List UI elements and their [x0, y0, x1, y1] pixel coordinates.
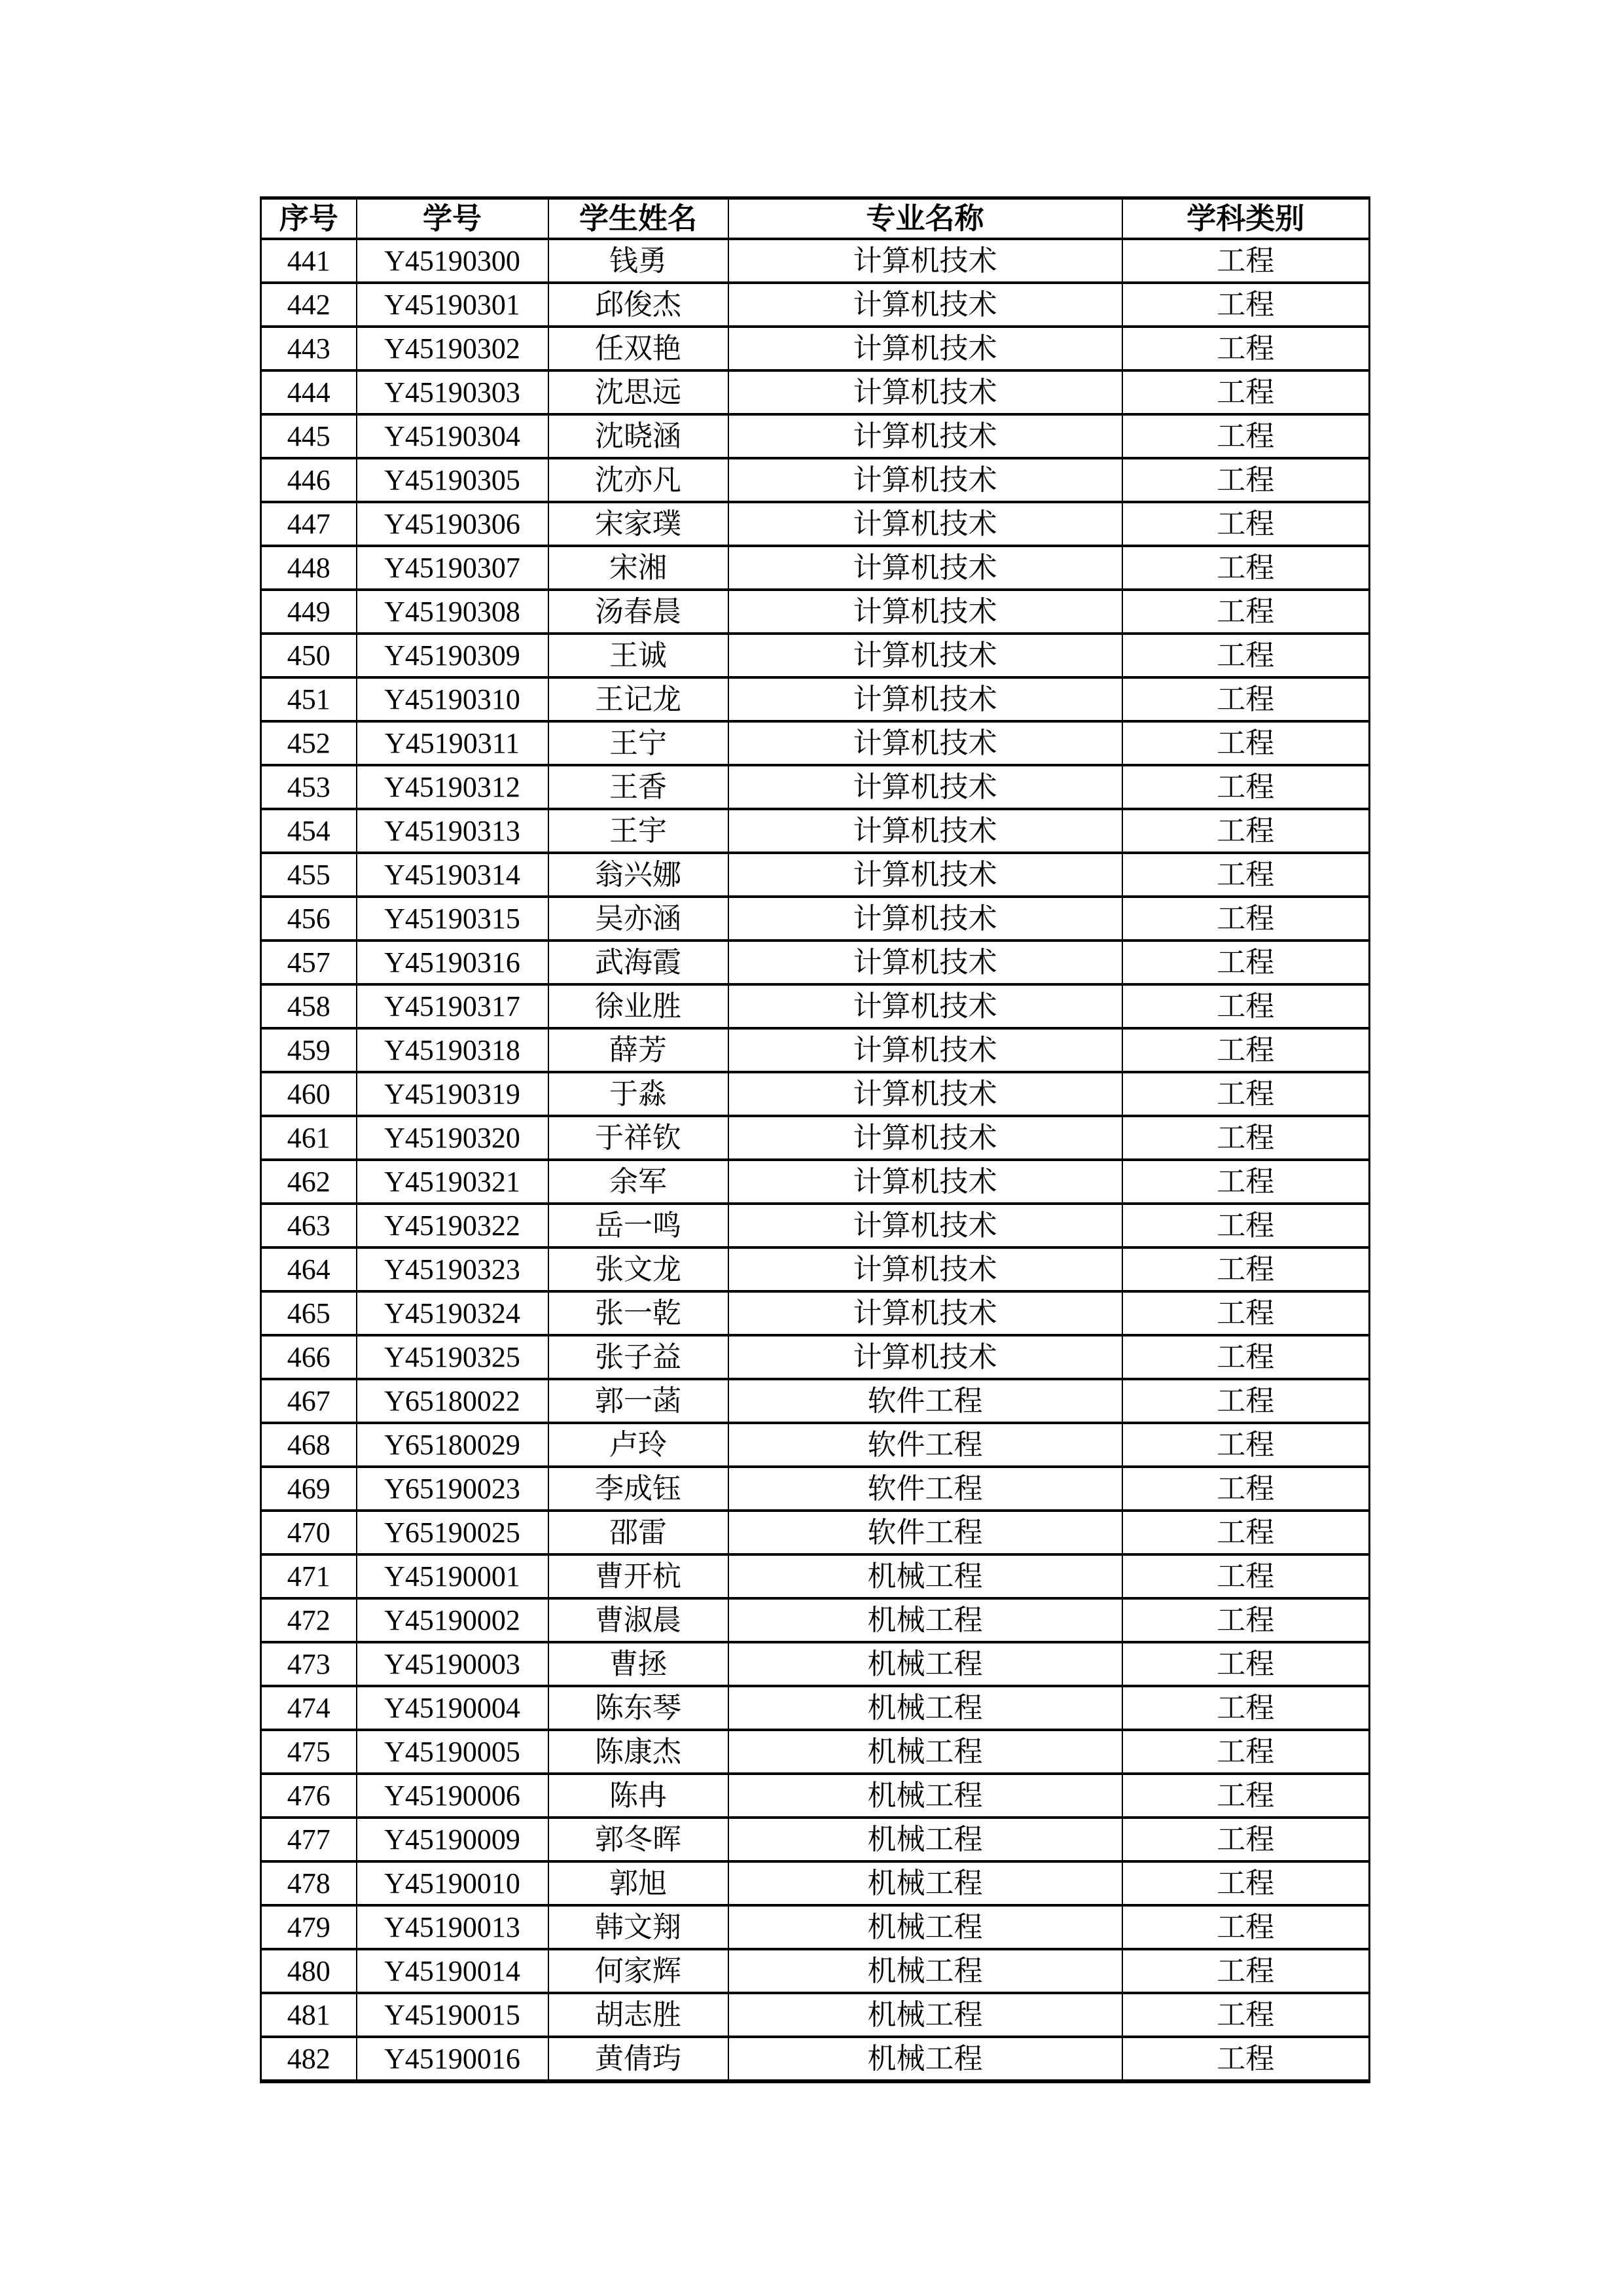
table-row	[261, 283, 1370, 327]
cell-serial-number: 479	[261, 1905, 357, 1949]
header-serial-number: 序号	[261, 198, 357, 240]
table-row	[261, 809, 1370, 853]
table-row	[261, 1291, 1370, 1335]
table-row	[261, 897, 1370, 941]
table-row	[261, 1335, 1370, 1379]
cell-serial-number: 466	[261, 1335, 357, 1379]
cell-student-id: Y45190317	[357, 984, 548, 1028]
cell-serial-number: 452	[261, 721, 357, 765]
cell-discipline-category: 工程	[1122, 1642, 1370, 1686]
cell-serial-number: 457	[261, 941, 357, 984]
cell-student-id: Y45190316	[357, 941, 548, 984]
table-row	[261, 458, 1370, 502]
cell-student-name: 宋家璞	[548, 502, 728, 546]
table-row	[261, 1116, 1370, 1160]
cell-serial-number: 455	[261, 853, 357, 897]
cell-student-name: 汤春晨	[548, 590, 728, 634]
cell-student-id: Y45190301	[357, 283, 548, 327]
cell-discipline-category: 工程	[1122, 1818, 1370, 1861]
cell-major-name: 机械工程	[728, 1598, 1122, 1642]
cell-serial-number: 467	[261, 1379, 357, 1423]
table-row	[261, 239, 1370, 283]
cell-serial-number: 462	[261, 1160, 357, 1204]
cell-major-name: 机械工程	[728, 1554, 1122, 1598]
cell-student-name: 沈晓涵	[548, 414, 728, 458]
table-row	[261, 1204, 1370, 1247]
cell-student-name: 黄倩玙	[548, 2037, 728, 2081]
cell-discipline-category: 工程	[1122, 634, 1370, 677]
cell-serial-number: 453	[261, 765, 357, 809]
cell-discipline-category: 工程	[1122, 590, 1370, 634]
cell-major-name: 计算机技术	[728, 239, 1122, 283]
table-body	[261, 239, 1370, 2081]
table-row	[261, 1379, 1370, 1423]
cell-student-name: 胡志胜	[548, 1993, 728, 2037]
cell-discipline-category: 工程	[1122, 1072, 1370, 1116]
cell-student-id: Y45190002	[357, 1598, 548, 1642]
cell-discipline-category: 工程	[1122, 458, 1370, 502]
cell-discipline-category: 工程	[1122, 2037, 1370, 2081]
table-row	[261, 2037, 1370, 2081]
cell-major-name: 计算机技术	[728, 809, 1122, 853]
cell-student-id: Y45190318	[357, 1028, 548, 1072]
cell-student-name: 何家辉	[548, 1949, 728, 1993]
table-row	[261, 1949, 1370, 1993]
cell-serial-number: 445	[261, 414, 357, 458]
cell-discipline-category: 工程	[1122, 1598, 1370, 1642]
table-row	[261, 721, 1370, 765]
cell-student-name: 张文龙	[548, 1247, 728, 1291]
cell-student-name: 沈思远	[548, 370, 728, 414]
cell-serial-number: 477	[261, 1818, 357, 1861]
cell-serial-number: 442	[261, 283, 357, 327]
cell-student-name: 曹开杭	[548, 1554, 728, 1598]
cell-discipline-category: 工程	[1122, 1204, 1370, 1247]
cell-discipline-category: 工程	[1122, 1247, 1370, 1291]
cell-student-id: Y45190006	[357, 1774, 548, 1818]
cell-student-id: Y45190313	[357, 809, 548, 853]
cell-discipline-category: 工程	[1122, 1467, 1370, 1511]
cell-student-name: 王记龙	[548, 677, 728, 721]
table-row	[261, 984, 1370, 1028]
cell-serial-number: 474	[261, 1686, 357, 1730]
cell-discipline-category: 工程	[1122, 1949, 1370, 1993]
cell-major-name: 机械工程	[728, 1642, 1122, 1686]
cell-serial-number: 450	[261, 634, 357, 677]
cell-student-id: Y45190315	[357, 897, 548, 941]
table-row	[261, 1072, 1370, 1116]
cell-major-name: 计算机技术	[728, 765, 1122, 809]
cell-major-name: 计算机技术	[728, 502, 1122, 546]
cell-student-id: Y45190300	[357, 239, 548, 283]
cell-student-name: 陈康杰	[548, 1730, 728, 1774]
cell-discipline-category: 工程	[1122, 327, 1370, 370]
cell-discipline-category: 工程	[1122, 1028, 1370, 1072]
cell-serial-number: 465	[261, 1291, 357, 1335]
cell-major-name: 计算机技术	[728, 1204, 1122, 1247]
cell-student-id: Y65190023	[357, 1467, 548, 1511]
cell-major-name: 机械工程	[728, 1818, 1122, 1861]
cell-student-name: 王宁	[548, 721, 728, 765]
cell-student-name: 郭一菡	[548, 1379, 728, 1423]
cell-student-id: Y45190015	[357, 1993, 548, 2037]
cell-student-id: Y45190314	[357, 853, 548, 897]
cell-student-name: 任双艳	[548, 327, 728, 370]
cell-student-name: 岳一鸣	[548, 1204, 728, 1247]
cell-student-name: 武海霞	[548, 941, 728, 984]
cell-student-id: Y45190003	[357, 1642, 548, 1686]
cell-discipline-category: 工程	[1122, 897, 1370, 941]
cell-serial-number: 459	[261, 1028, 357, 1072]
cell-student-id: Y45190311	[357, 721, 548, 765]
table-row	[261, 1423, 1370, 1467]
cell-discipline-category: 工程	[1122, 1335, 1370, 1379]
cell-student-id: Y45190322	[357, 1204, 548, 1247]
cell-discipline-category: 工程	[1122, 809, 1370, 853]
table-row	[261, 1818, 1370, 1861]
cell-student-id: Y45190302	[357, 327, 548, 370]
cell-serial-number: 468	[261, 1423, 357, 1467]
cell-discipline-category: 工程	[1122, 1730, 1370, 1774]
cell-discipline-category: 工程	[1122, 502, 1370, 546]
cell-discipline-category: 工程	[1122, 1511, 1370, 1554]
cell-major-name: 软件工程	[728, 1423, 1122, 1467]
cell-student-name: 邱俊杰	[548, 283, 728, 327]
cell-serial-number: 478	[261, 1861, 357, 1905]
cell-student-id: Y45190312	[357, 765, 548, 809]
cell-serial-number: 482	[261, 2037, 357, 2081]
cell-student-id: Y45190319	[357, 1072, 548, 1116]
cell-major-name: 计算机技术	[728, 721, 1122, 765]
cell-serial-number: 451	[261, 677, 357, 721]
cell-serial-number: 448	[261, 546, 357, 590]
cell-student-name: 邵雷	[548, 1511, 728, 1554]
cell-major-name: 计算机技术	[728, 1028, 1122, 1072]
cell-student-id: Y45190001	[357, 1554, 548, 1598]
cell-discipline-category: 工程	[1122, 941, 1370, 984]
cell-major-name: 计算机技术	[728, 1116, 1122, 1160]
cell-major-name: 机械工程	[728, 1905, 1122, 1949]
cell-major-name: 计算机技术	[728, 634, 1122, 677]
table-row	[261, 590, 1370, 634]
cell-major-name: 软件工程	[728, 1511, 1122, 1554]
table-row	[261, 1028, 1370, 1072]
cell-major-name: 机械工程	[728, 1993, 1122, 2037]
cell-serial-number: 475	[261, 1730, 357, 1774]
cell-serial-number: 456	[261, 897, 357, 941]
cell-student-name: 王香	[548, 765, 728, 809]
cell-discipline-category: 工程	[1122, 1160, 1370, 1204]
cell-student-id: Y45190325	[357, 1335, 548, 1379]
cell-student-name: 宋湘	[548, 546, 728, 590]
cell-discipline-category: 工程	[1122, 1116, 1370, 1160]
cell-major-name: 机械工程	[728, 2037, 1122, 2081]
cell-student-id: Y45190309	[357, 634, 548, 677]
cell-discipline-category: 工程	[1122, 1379, 1370, 1423]
cell-discipline-category: 工程	[1122, 984, 1370, 1028]
cell-student-name: 陈东琴	[548, 1686, 728, 1730]
cell-student-name: 曹拯	[548, 1642, 728, 1686]
table-row	[261, 502, 1370, 546]
cell-student-id: Y45190323	[357, 1247, 548, 1291]
cell-major-name: 计算机技术	[728, 677, 1122, 721]
cell-student-id: Y45190305	[357, 458, 548, 502]
cell-major-name: 计算机技术	[728, 546, 1122, 590]
cell-student-id: Y45190013	[357, 1905, 548, 1949]
cell-major-name: 计算机技术	[728, 984, 1122, 1028]
cell-serial-number: 454	[261, 809, 357, 853]
cell-major-name: 计算机技术	[728, 414, 1122, 458]
cell-student-id: Y45190320	[357, 1116, 548, 1160]
cell-student-name: 薛芳	[548, 1028, 728, 1072]
cell-major-name: 计算机技术	[728, 853, 1122, 897]
cell-major-name: 计算机技术	[728, 941, 1122, 984]
cell-student-name: 曹淑晨	[548, 1598, 728, 1642]
cell-student-name: 翁兴娜	[548, 853, 728, 897]
table-row	[261, 1774, 1370, 1818]
cell-student-name: 郭冬晖	[548, 1818, 728, 1861]
cell-discipline-category: 工程	[1122, 1774, 1370, 1818]
header-row	[261, 198, 1370, 240]
cell-serial-number: 480	[261, 1949, 357, 1993]
cell-serial-number: 469	[261, 1467, 357, 1511]
cell-major-name: 机械工程	[728, 1730, 1122, 1774]
cell-major-name: 软件工程	[728, 1379, 1122, 1423]
table-row	[261, 1467, 1370, 1511]
cell-student-id: Y45190306	[357, 502, 548, 546]
cell-serial-number: 476	[261, 1774, 357, 1818]
cell-discipline-category: 工程	[1122, 1554, 1370, 1598]
cell-student-name: 李成钰	[548, 1467, 728, 1511]
cell-serial-number: 447	[261, 502, 357, 546]
cell-discipline-category: 工程	[1122, 721, 1370, 765]
cell-student-id: Y65180022	[357, 1379, 548, 1423]
cell-discipline-category: 工程	[1122, 853, 1370, 897]
cell-major-name: 计算机技术	[728, 1160, 1122, 1204]
header-student-id: 学号	[357, 198, 548, 240]
cell-serial-number: 446	[261, 458, 357, 502]
cell-major-name: 机械工程	[728, 1774, 1122, 1818]
cell-serial-number: 471	[261, 1554, 357, 1598]
cell-discipline-category: 工程	[1122, 414, 1370, 458]
cell-major-name: 计算机技术	[728, 1072, 1122, 1116]
cell-student-id: Y45190009	[357, 1818, 548, 1861]
cell-serial-number: 458	[261, 984, 357, 1028]
cell-student-name: 王诚	[548, 634, 728, 677]
cell-serial-number: 473	[261, 1642, 357, 1686]
cell-major-name: 计算机技术	[728, 590, 1122, 634]
student-list-table	[260, 196, 1370, 2083]
cell-discipline-category: 工程	[1122, 239, 1370, 283]
cell-student-name: 张一乾	[548, 1291, 728, 1335]
cell-serial-number: 461	[261, 1116, 357, 1160]
table-row	[261, 1686, 1370, 1730]
table-row	[261, 853, 1370, 897]
cell-serial-number: 470	[261, 1511, 357, 1554]
table-row	[261, 677, 1370, 721]
cell-serial-number: 472	[261, 1598, 357, 1642]
header-discipline-category: 学科类别	[1122, 198, 1370, 240]
cell-student-id: Y45190303	[357, 370, 548, 414]
table-row	[261, 1642, 1370, 1686]
cell-discipline-category: 工程	[1122, 370, 1370, 414]
cell-student-name: 吴亦涵	[548, 897, 728, 941]
table-row	[261, 1247, 1370, 1291]
table-row	[261, 370, 1370, 414]
cell-serial-number: 464	[261, 1247, 357, 1291]
cell-discipline-category: 工程	[1122, 1686, 1370, 1730]
cell-discipline-category: 工程	[1122, 765, 1370, 809]
table-row	[261, 941, 1370, 984]
cell-student-id: Y65180029	[357, 1423, 548, 1467]
cell-student-id: Y65190025	[357, 1511, 548, 1554]
cell-discipline-category: 工程	[1122, 546, 1370, 590]
cell-student-id: Y45190310	[357, 677, 548, 721]
cell-student-name: 于淼	[548, 1072, 728, 1116]
cell-major-name: 机械工程	[728, 1686, 1122, 1730]
cell-discipline-category: 工程	[1122, 1905, 1370, 1949]
cell-discipline-category: 工程	[1122, 1993, 1370, 2037]
cell-serial-number: 444	[261, 370, 357, 414]
cell-student-id: Y45190308	[357, 590, 548, 634]
cell-major-name: 计算机技术	[728, 283, 1122, 327]
table-row	[261, 327, 1370, 370]
cell-student-name: 王宇	[548, 809, 728, 853]
cell-major-name: 计算机技术	[728, 458, 1122, 502]
cell-student-name: 卢玲	[548, 1423, 728, 1467]
cell-major-name: 机械工程	[728, 1861, 1122, 1905]
cell-major-name: 机械工程	[728, 1949, 1122, 1993]
cell-student-name: 钱勇	[548, 239, 728, 283]
cell-student-name: 余军	[548, 1160, 728, 1204]
cell-student-name: 沈亦凡	[548, 458, 728, 502]
cell-student-id: Y45190016	[357, 2037, 548, 2081]
cell-student-name: 张子益	[548, 1335, 728, 1379]
table-row	[261, 1730, 1370, 1774]
cell-student-id: Y45190014	[357, 1949, 548, 1993]
table-row	[261, 1598, 1370, 1642]
cell-serial-number: 481	[261, 1993, 357, 2037]
cell-student-id: Y45190005	[357, 1730, 548, 1774]
table-row	[261, 634, 1370, 677]
table-row	[261, 1861, 1370, 1905]
table-row	[261, 546, 1370, 590]
cell-student-name: 郭旭	[548, 1861, 728, 1905]
header-student-name: 学生姓名	[548, 198, 728, 240]
cell-student-name: 于祥钦	[548, 1116, 728, 1160]
cell-major-name: 计算机技术	[728, 1247, 1122, 1291]
table-row	[261, 1905, 1370, 1949]
cell-discipline-category: 工程	[1122, 1291, 1370, 1335]
cell-serial-number: 443	[261, 327, 357, 370]
cell-student-id: Y45190304	[357, 414, 548, 458]
cell-discipline-category: 工程	[1122, 677, 1370, 721]
table-row	[261, 765, 1370, 809]
cell-major-name: 计算机技术	[728, 370, 1122, 414]
cell-student-id: Y45190004	[357, 1686, 548, 1730]
cell-discipline-category: 工程	[1122, 283, 1370, 327]
cell-major-name: 软件工程	[728, 1467, 1122, 1511]
cell-serial-number: 449	[261, 590, 357, 634]
cell-serial-number: 463	[261, 1204, 357, 1247]
header-major-name: 专业名称	[728, 198, 1122, 240]
table-row	[261, 1511, 1370, 1554]
cell-student-name: 陈冉	[548, 1774, 728, 1818]
cell-discipline-category: 工程	[1122, 1423, 1370, 1467]
cell-student-name: 韩文翔	[548, 1905, 728, 1949]
table-row	[261, 1554, 1370, 1598]
cell-major-name: 计算机技术	[728, 897, 1122, 941]
cell-major-name: 计算机技术	[728, 1335, 1122, 1379]
cell-serial-number: 460	[261, 1072, 357, 1116]
table-row	[261, 1993, 1370, 2037]
cell-major-name: 计算机技术	[728, 327, 1122, 370]
cell-student-name: 徐业胜	[548, 984, 728, 1028]
table-row	[261, 1160, 1370, 1204]
cell-major-name: 计算机技术	[728, 1291, 1122, 1335]
cell-student-id: Y45190321	[357, 1160, 548, 1204]
cell-student-id: Y45190324	[357, 1291, 548, 1335]
cell-discipline-category: 工程	[1122, 1861, 1370, 1905]
cell-student-id: Y45190307	[357, 546, 548, 590]
cell-student-id: Y45190010	[357, 1861, 548, 1905]
table-row	[261, 414, 1370, 458]
cell-serial-number: 441	[261, 239, 357, 283]
